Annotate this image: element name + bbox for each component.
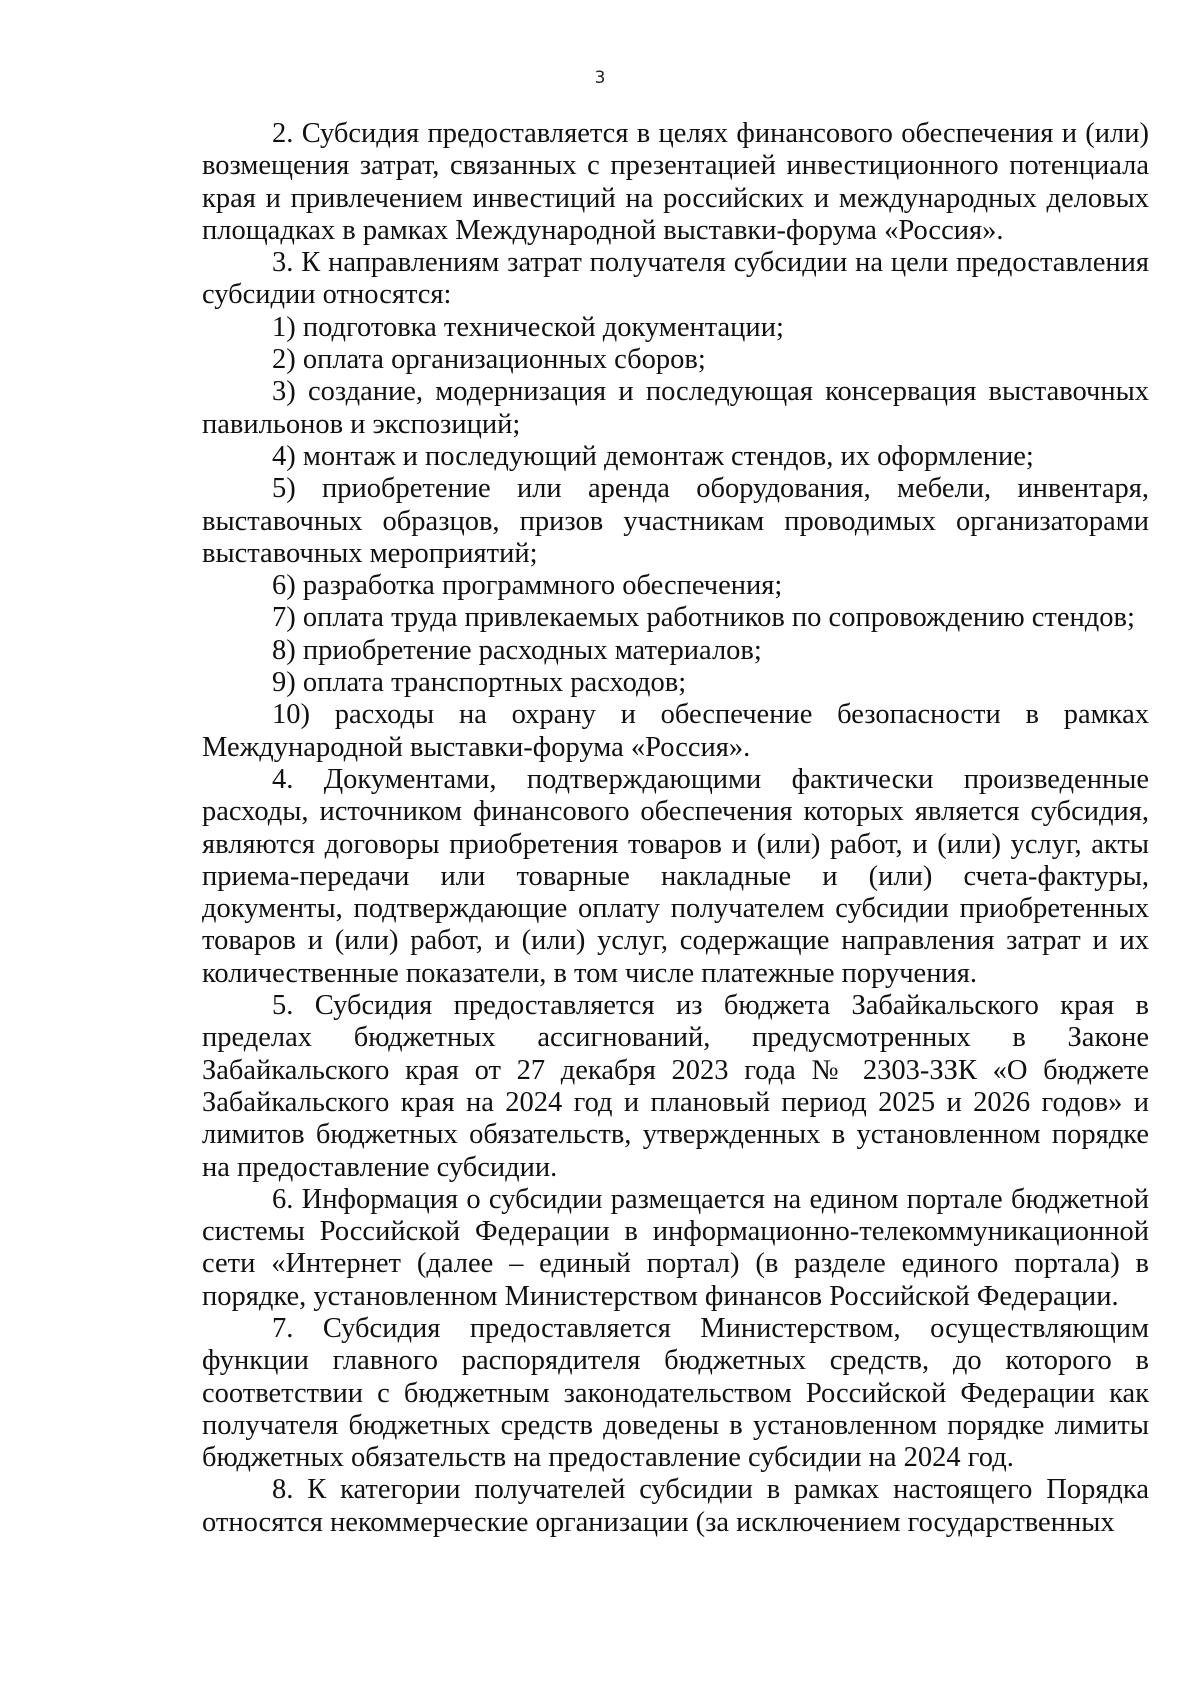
list-item-10: 10) расходы на охрану и обеспечение безопасности в рамках Международной выставки-форума «Россия». <box>202 699 1149 763</box>
paragraph-clause-2: 2. Субсидия предоставляется в целях финансового обеспечения и (или) возмещения затрат, связанных с презентацией инвестиционного потенциала края и привлечением инвестиций на российских и международных деловых площадках в рамках Международной выставки-форума «Россия». <box>202 118 1149 246</box>
paragraph-clause-7: 7. Субсидия предоставляется Министерством, осуществляющим функции главного распорядителя бюджетных средств, до которого в соответствии с бюджетным законодательством Российской Федерации как получателя бюджетных средств доведены в установленном порядке лимиты бюджетных обязательств на предоставление субсидии на 2024 год. <box>202 1312 1149 1474</box>
paragraph-clause-6: 6. Информация о субсидии размещается на едином портале бюджетной системы Российской Федерации в информационно-телекоммуникационной сети «Интернет (далее – единый портал) (в разделе единого портала) в порядке, установленном Министерством финансов Российской Федерации. <box>202 1183 1149 1312</box>
page-number: 3 <box>594 68 606 88</box>
list-item-1: 1) подготовка технической документации; <box>272 311 784 343</box>
list-item-3: 3) создание, модернизация и последующая консервация выставочных павильонов и экспозиций; <box>202 376 1149 440</box>
paragraph-clause-8: 8. К категории получателей субсидии в рамках настоящего Порядка относятся некоммерческие организации (за исключением государственных <box>202 1474 1149 1538</box>
paragraph-clause-4: 4. Документами, подтверждающими фактически произведенные расходы, источником финансового обеспечения которых является субсидия, являются договоры приобретения товаров и (или) работ, и (или) услуг, акты приема-передачи или товарные накладные и (или) счета-фактуры, документы, подтверждающие оплату получателем субсидии приобретенных товаров и (или) работ, и (или) услуг, содержащие направления затрат и их количественные показатели, в том числе платежные поручения. <box>202 763 1149 989</box>
paragraph-clause-3: 3. К направлениям затрат получателя субсидии на цели предоставления субсидии относятся: <box>202 247 1149 311</box>
paragraph-clause-5: 5. Субсидия предоставляется из бюджета Забайкальского края в пределах бюджетных ассигнований, предусмотренных в Законе Забайкальского края от 27 декабря 2023 года № 2303-ЗЗК «О бюджете Забайкальского края на 2024 год и плановый период 2025 и 2026 годов» и лимитов бюджетных обязательств, утвержденных в установленном порядке на предоставление субсидии. <box>202 990 1149 1183</box>
list-item-4: 4) монтаж и последующий демонтаж стендов, их оформление; <box>272 440 1034 472</box>
list-item-6: 6) разработка программного обеспечения; <box>272 570 783 602</box>
list-item-5: 5) приобретение или аренда оборудования, мебели, инвентаря, выставочных образцов, призов участникам проводимых организаторами выставочных мероприятий; <box>202 473 1149 569</box>
list-item-8: 8) приобретение расходных материалов; <box>272 634 762 666</box>
list-item-2: 2) оплата организационных сборов; <box>272 344 706 376</box>
list-item-9: 9) оплата транспортных расходов; <box>272 667 687 699</box>
document-body <box>202 118 1149 1539</box>
list-item-7: 7) оплата труда привлекаемых работников по сопровождению стендов; <box>272 602 1135 634</box>
